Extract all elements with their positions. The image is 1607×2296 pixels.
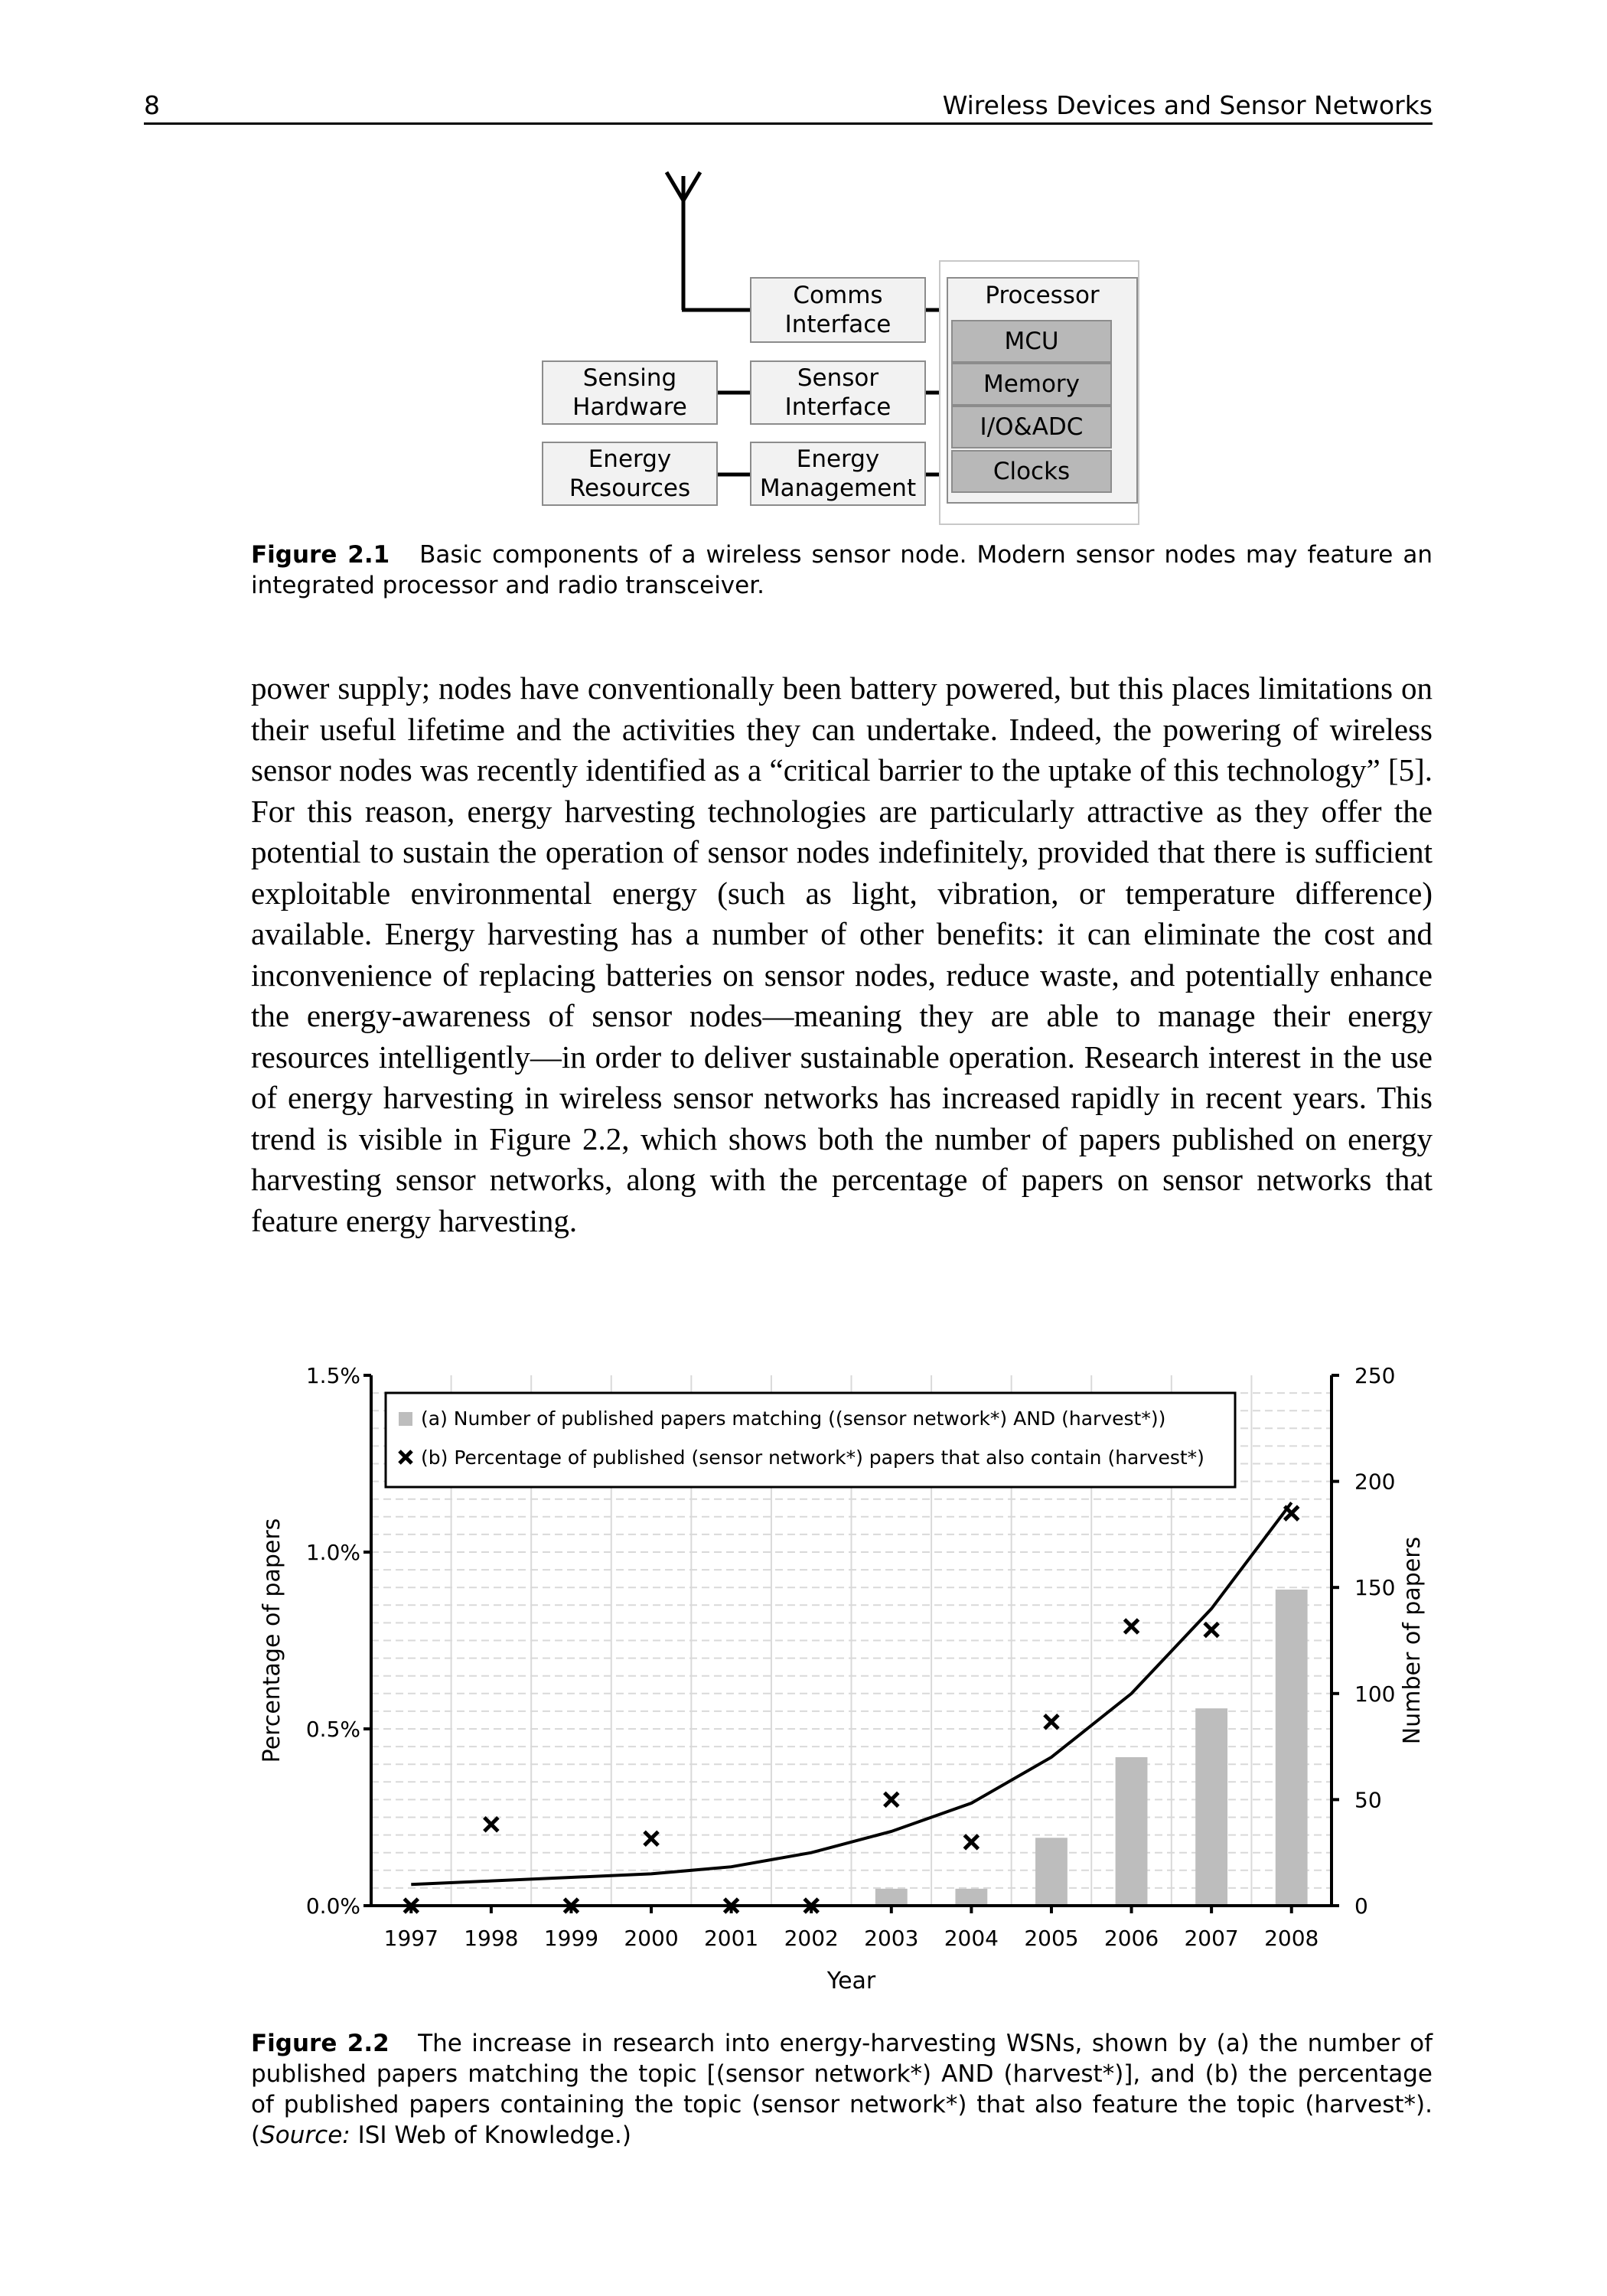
memory-block xyxy=(951,363,1112,406)
x-tick-label: 1999 xyxy=(543,1926,599,1951)
figure-2-2-source-label: Source: xyxy=(260,2122,350,2149)
x-tick-label: 2007 xyxy=(1184,1926,1239,1951)
marker-x-2005 xyxy=(1045,1715,1058,1729)
clocks-label: Clocks xyxy=(993,458,1071,485)
memory-label: Memory xyxy=(983,370,1081,398)
bar-2003 xyxy=(875,1889,908,1906)
y-right-tick-label: 250 xyxy=(1354,1363,1396,1388)
y-right-tick-label: 50 xyxy=(1354,1787,1382,1813)
figure-2-1-diagram xyxy=(0,0,1607,551)
legend-label-a: (a) Number of published papers matching ((sensor network*) AND (harvest*)) xyxy=(421,1407,1166,1430)
io-adc-label: I/O&ADC xyxy=(980,413,1084,441)
bar-2007 xyxy=(1195,1708,1227,1906)
figure-2-1-caption-text: Basic components of a wireless sensor node. Modern sensor nodes may feature an integrated processor and radio transceiver. xyxy=(251,541,1433,599)
figure-2-2-label: Figure 2.2 xyxy=(251,2030,390,2057)
body-paragraph xyxy=(251,668,1433,1241)
marker-x-2000 xyxy=(644,1831,658,1845)
legend-label-b: (b) Percentage of published (sensor network*) papers that also contain (harvest*) xyxy=(421,1446,1204,1469)
x-tick-label: 2002 xyxy=(784,1926,839,1951)
energy-resources-label: Energy Resources xyxy=(569,445,691,502)
page-number: 8 xyxy=(144,90,160,120)
y-right-tick-label: 150 xyxy=(1354,1575,1396,1601)
marker-x-2007 xyxy=(1204,1623,1218,1637)
x-tick-label: 1997 xyxy=(383,1926,438,1951)
marker-x-1998 xyxy=(484,1818,498,1831)
energy-resources-block xyxy=(542,442,718,506)
running-title: Wireless Devices and Sensor Networks xyxy=(942,90,1433,120)
y-left-tick-label: 0.5% xyxy=(305,1717,360,1742)
x-tick-label: 2008 xyxy=(1264,1926,1319,1951)
chart-legend xyxy=(386,1393,1235,1487)
body-paragraph-text: power supply; nodes have conventionally been battery powered, but this places limitations on their useful lifetime and the activities they can undertake. Indeed, the powering of wireless sensor nodes was recently identified as a “critical barrier to the uptake of this technology” [5]. For this reason, energy harvesting technologies are particularly attractive as they offer the potential to sustain the operation of sensor nodes indefinitely, provided that there is sufficient exploitable environmental energy (such as light, vibration, or temperature difference) available. Energy harvesting has a number of other benefits: it can eliminate the cost and inconvenience of replacing batteries on sensor nodes, reduce waste, and potentially enhance the energy-awareness of sensor nodes—meaning they are able to manage their energy resources intelligently—in order to deliver sustainable operation. Research interest in the use of energy harvesting in wireless sensor networks has increased rapidly in recent years. This trend is visible in Figure 2.2, which shows both the number of papers published on energy harvesting sensor networks, along with the percentage of papers on sensor networks that feature energy harvesting. xyxy=(251,670,1433,1238)
y-axis-left-label: Percentage of papers xyxy=(259,1518,285,1763)
bar-2005 xyxy=(1035,1838,1068,1906)
io-adc-block xyxy=(951,406,1112,448)
sensor-interface-label: Sensor Interface xyxy=(784,364,892,421)
sensing-hardware-label: Sensing Hardware xyxy=(572,364,687,421)
mcu-label: MCU xyxy=(1004,328,1059,355)
x-tick-label: 2001 xyxy=(703,1926,759,1951)
legend-swatch-bar xyxy=(399,1412,412,1426)
x-tick-label: 1998 xyxy=(464,1926,519,1951)
y-right-tick-label: 100 xyxy=(1354,1681,1396,1707)
y-left-tick-label: 1.5% xyxy=(305,1363,360,1388)
figure-2-1-label: Figure 2.1 xyxy=(251,541,390,569)
marker-x-2008 xyxy=(1285,1506,1299,1520)
antenna-arm-left xyxy=(667,172,683,201)
bar-2008 xyxy=(1276,1590,1308,1906)
y-axis-right-label: Number of papers xyxy=(1399,1536,1426,1745)
x-tick-label: 2005 xyxy=(1024,1926,1079,1951)
bar-2006 xyxy=(1116,1757,1148,1906)
bar-2004 xyxy=(955,1889,987,1906)
comms-interface-label: Comms Interface xyxy=(784,282,892,338)
comms-interface-block xyxy=(750,277,926,343)
x-tick-label: 2003 xyxy=(864,1926,919,1951)
marker-x-2006 xyxy=(1125,1619,1139,1633)
antenna-arm-right xyxy=(683,172,700,201)
x-axis-label: Year xyxy=(826,1968,876,1994)
energy-management-label: Energy Management xyxy=(759,445,917,502)
processor-label: Processor xyxy=(985,282,1100,309)
y-left-tick-label: 1.0% xyxy=(305,1540,360,1565)
sensor-interface-block xyxy=(750,360,926,425)
y-right-tick-label: 0 xyxy=(1354,1893,1368,1919)
y-right-tick-label: 200 xyxy=(1354,1469,1396,1495)
mcu-block xyxy=(951,320,1112,363)
x-tick-label: 2006 xyxy=(1103,1926,1159,1951)
figure-2-2-chart xyxy=(245,1351,1439,2009)
energy-management-block xyxy=(750,442,926,506)
clocks-block xyxy=(951,450,1112,493)
marker-x-2004 xyxy=(964,1835,978,1849)
figure-2-1-caption xyxy=(251,540,1433,601)
figure-2-2-source-text: ISI Web of Knowledge.) xyxy=(350,2122,631,2149)
sensing-hardware-block xyxy=(542,360,718,425)
figure-2-2-caption xyxy=(251,2028,1433,2151)
y-left-tick-label: 0.0% xyxy=(305,1893,360,1919)
x-tick-label: 2000 xyxy=(624,1926,679,1951)
x-tick-label: 2004 xyxy=(944,1926,999,1951)
figure-2-2-caption-text: The increase in research into energy-harvesting WSNs, shown by (a) the number of published papers matching the topic [(sensor network*) AND (harvest*)], and (b) the percentage of published papers containing the topic (sensor network*) that also feature the topic (harvest*). ( xyxy=(251,2030,1433,2149)
